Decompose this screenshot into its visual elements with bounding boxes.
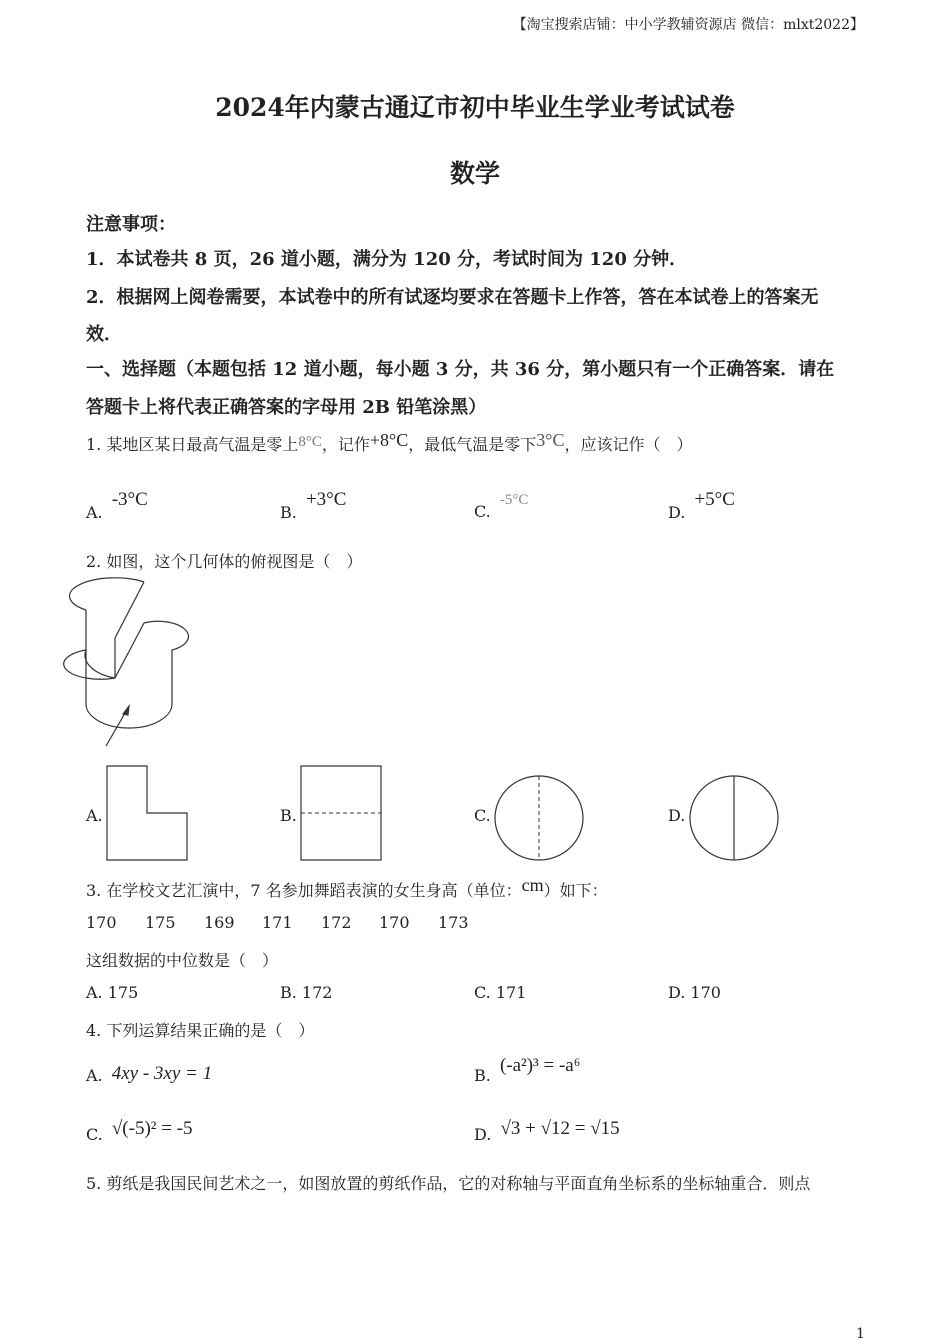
q2-option-c[interactable] <box>474 806 491 825</box>
note-item-2-number: 2 <box>86 287 99 308</box>
q1-option-d[interactable] <box>668 489 735 524</box>
q3-data-3: 171 <box>262 913 293 932</box>
option-expression: √3 + √12 = √15 <box>500 1118 620 1139</box>
q3-data-5: 170 <box>379 913 410 932</box>
q1-math-1: 8°C <box>298 434 322 450</box>
option-label: D. <box>668 503 686 522</box>
option-label: C. <box>474 502 491 521</box>
page-number: 1 <box>856 1326 865 1342</box>
q1-option-c[interactable] <box>474 492 529 522</box>
q3-data-2: 169 <box>204 913 235 932</box>
option-value: -5°C <box>499 492 529 508</box>
exam-title: 2024年内蒙古通辽市初中毕业生学业考试试卷 <box>215 93 735 122</box>
note-item-2-cont: 效． <box>86 324 122 345</box>
option-value: -3°C <box>111 489 148 510</box>
question-4: 4. 下列运算结果正确的是（ ） <box>86 1021 315 1040</box>
note-item-1-number: 1 <box>86 249 99 270</box>
q3-option-b[interactable]: B. 172 <box>280 983 333 1002</box>
section-heading-line2: 答题卡上将代表正确答案的字母用 2B 铅笔涂黑） <box>86 397 487 418</box>
q3-data-4: 172 <box>321 913 352 932</box>
q2-option-d-figure <box>689 775 779 863</box>
q1-text-2: ，记作 <box>321 435 370 454</box>
option-label: C. <box>86 1125 103 1144</box>
option-expression: (-a²)³ = -a⁶ <box>499 1055 581 1076</box>
q4-option-d[interactable] <box>474 1118 620 1146</box>
page-header: 【淘宝搜索店铺：中小学教辅资源店 微信：mlxt2022】 <box>512 17 864 33</box>
q4-option-c[interactable] <box>86 1118 193 1146</box>
q2-option-c-figure <box>494 775 584 863</box>
option-expression: √(-5)² = -5 <box>111 1118 193 1139</box>
option-value: +3°C <box>305 489 347 510</box>
q3-option-a[interactable]: A. 175 <box>86 983 139 1002</box>
q3-data-6: 173 <box>438 913 469 932</box>
section-heading-line1: 一、选择题（本题包括 12 道小题，每小题 3 分，共 36 分，第小题只有一个正确答案．请在 <box>86 359 835 380</box>
q1-math-2: +8°C <box>369 430 409 450</box>
subject-title: 数学 <box>449 159 500 188</box>
q1-option-a[interactable] <box>86 489 148 524</box>
note-item-1-text: ．本试卷共 8 页，26 道小题，满分为 120 分，考试时间为 120 分钟． <box>98 249 688 270</box>
question-5: 5. 剪纸是我国民间艺术之一，如图放置的剪纸作品，它的对称轴与平面直角坐标系的坐标轴重合．则点 <box>86 1174 811 1193</box>
q2-option-b-figure <box>300 765 382 861</box>
q2-option-a-figure <box>106 765 188 861</box>
q1-option-b[interactable] <box>280 489 347 524</box>
q3-option-d[interactable]: D. 170 <box>668 983 721 1002</box>
note-item-2 <box>86 283 819 309</box>
q3-data-1: 175 <box>145 913 176 932</box>
option-expression: 4xy - 3xy = 1 <box>111 1063 213 1084</box>
option-label: B. <box>280 503 297 522</box>
option-label: B. <box>474 1066 491 1085</box>
option-label: D. <box>668 806 686 825</box>
option-label: C. <box>474 806 491 825</box>
option-label: A. <box>86 806 103 825</box>
q3-data-0: 170 <box>86 913 117 932</box>
q2-option-b[interactable] <box>280 806 297 825</box>
option-value: +5°C <box>694 489 735 510</box>
q1-text-3: ，最低气温是零下 <box>408 435 537 454</box>
q4-option-a[interactable] <box>86 1063 213 1087</box>
q1-text-4: ，应该记作（ ） <box>564 435 693 454</box>
q3-unit: cm <box>521 875 544 895</box>
note-item-1 <box>86 245 687 271</box>
q3-text-2: ）如下： <box>543 881 608 900</box>
option-label: A. <box>86 503 103 522</box>
geometric-solid-figure <box>80 578 180 753</box>
q2-option-d[interactable] <box>668 806 685 825</box>
q1-math-3: 3°C <box>536 430 565 450</box>
q2-option-a[interactable] <box>86 806 103 825</box>
question-3 <box>86 875 608 901</box>
question-2: 2. 如图，这个几何体的俯视图是（ ） <box>86 552 363 571</box>
q4-option-b[interactable] <box>474 1055 581 1087</box>
option-label: A. <box>86 1066 103 1085</box>
notes-heading: 注意事项： <box>86 214 176 235</box>
q3-text-1: 3. 在学校文艺汇演中，7 名参加舞蹈表演的女生身高（单位： <box>86 881 522 900</box>
option-label: B. <box>280 806 297 825</box>
q3-option-c[interactable]: C. 171 <box>474 983 527 1002</box>
q3-question: 这组数据的中位数是（ ） <box>86 951 279 970</box>
question-1 <box>86 432 693 455</box>
option-label: D. <box>474 1125 492 1144</box>
q1-text-1: 1. 某地区某日最高气温是零上 <box>86 435 299 454</box>
note-item-2-text: ．根据网上阅卷需要，本试卷中的所有试逐均要求在答题卡上作答，答在本试卷上的答案无 <box>98 287 819 308</box>
